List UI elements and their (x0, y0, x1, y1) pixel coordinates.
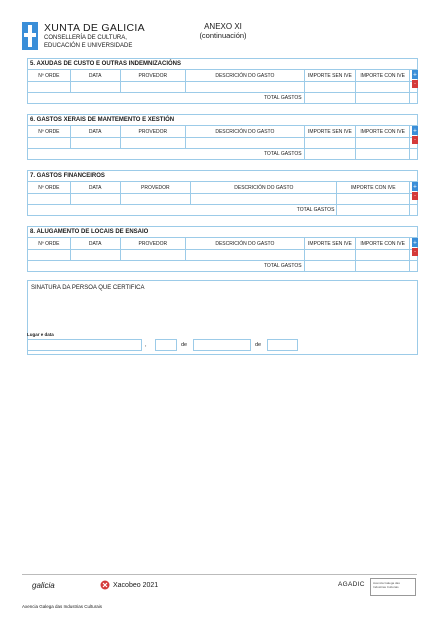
col-header-date: DATA (71, 182, 121, 193)
org-subtitle-line2: EDUCACIÓN E UNIVERSIDADE (44, 42, 133, 49)
xacobeo-text: Xacobeo 2021 (113, 581, 159, 589)
table-row (28, 137, 417, 148)
xacobeo-icon (100, 580, 110, 590)
table-row (28, 81, 417, 92)
section-8 (27, 226, 418, 272)
total-row (28, 92, 417, 103)
amount-vat-input[interactable] (356, 250, 410, 260)
col-header-description: DESCRICIÓN DO GASTO (186, 238, 304, 249)
de-separator-2: de (255, 342, 262, 348)
order-input[interactable] (28, 194, 71, 204)
add-row-button[interactable] (412, 126, 418, 135)
agadic-subtitle: Axencia Galega das Industrias Culturais (370, 578, 416, 596)
col-header-provider: PROVEDOR (121, 182, 192, 193)
amount-vat-input[interactable] (356, 138, 410, 148)
remove-row-button[interactable] (412, 80, 418, 88)
org-subtitle-line1: CONSELLERÍA DE CULTURA, (44, 35, 127, 41)
section-title: 6. GASTOS XERAIS DE MANTEMENTO E XESTIÓN (30, 117, 175, 123)
year-input[interactable] (267, 339, 298, 351)
section-6 (27, 114, 418, 160)
xacobeo-logo (100, 580, 158, 590)
col-header-provider: PROVEDOR (121, 70, 187, 81)
order-input[interactable] (28, 250, 71, 260)
minus-icon: - (414, 249, 416, 255)
table-row (28, 193, 417, 204)
amount-no-vat-input[interactable] (305, 82, 357, 92)
add-row-button[interactable] (412, 182, 418, 191)
section-7 (27, 170, 418, 216)
col-header-provider: PROVEDOR (121, 238, 187, 249)
total-label: TOTAL GASTOS (28, 205, 337, 215)
col-header-amount-no-vat: IMPORTE SEN IVE (305, 70, 357, 81)
col-header-amount-vat: IMPORTE CON IVE (356, 70, 410, 81)
amount-vat-input[interactable] (356, 82, 410, 92)
date-input[interactable] (71, 194, 121, 204)
plus-icon: + (412, 71, 418, 78)
total-label: TOTAL GASTOS (28, 149, 305, 159)
add-row-button[interactable] (412, 70, 418, 79)
col-header-description: DESCRICIÓN DO GASTO (186, 126, 304, 137)
provider-input[interactable] (121, 250, 187, 260)
col-header-date: DATA (71, 70, 121, 81)
col-header-order: Nº ORDE (28, 238, 71, 249)
remove-row-button[interactable] (412, 192, 418, 200)
date-input[interactable] (71, 82, 121, 92)
col-header-order: Nº ORDE (28, 126, 71, 137)
col-header-amount-no-vat: IMPORTE SEN IVE (305, 126, 357, 137)
col-header-order: Nº ORDE (28, 182, 71, 193)
provider-input[interactable] (121, 82, 187, 92)
minus-icon: - (414, 137, 416, 143)
signature-title: SINATURA DA PERSOA QUE CERTIFICA (31, 285, 145, 291)
table-header-row (28, 69, 417, 81)
org-subtitle (44, 35, 132, 50)
annex-heading (196, 22, 250, 40)
col-header-amount-vat: IMPORTE CON IVE (356, 126, 410, 137)
total-vat-field[interactable] (356, 93, 410, 103)
table-row (28, 249, 417, 260)
date-input[interactable] (71, 250, 121, 260)
comma-separator: , (145, 342, 147, 348)
place-input[interactable] (27, 339, 142, 351)
de-separator-1: de (181, 342, 188, 348)
total-row (28, 260, 417, 271)
col-header-amount-vat: IMPORTE CON IVE (356, 238, 410, 249)
row-controls (412, 70, 418, 88)
footer (22, 578, 417, 600)
place-date-label: Lugar e data (27, 332, 54, 337)
expense-table (28, 181, 417, 215)
col-header-date: DATA (71, 238, 121, 249)
annex-subtitle: (continuación) (199, 31, 247, 40)
total-vat-field[interactable] (356, 149, 410, 159)
table-header-row (28, 181, 417, 193)
row-controls (412, 238, 418, 256)
total-label: TOTAL GASTOS (28, 261, 305, 271)
total-no-vat-field[interactable] (305, 261, 357, 271)
place-date-area (27, 280, 418, 355)
plus-icon: + (412, 183, 418, 190)
section-5 (27, 58, 418, 104)
section-title: 5. AXUDAS DE CUSTO E OUTRAS INDEMNIZACIÓNS (30, 61, 182, 67)
expense-table (28, 237, 417, 271)
description-input[interactable] (186, 250, 304, 260)
amount-no-vat-input[interactable] (305, 138, 357, 148)
annex-title: ANEXO XI (204, 22, 242, 31)
plus-icon: + (412, 239, 418, 246)
total-vat-field[interactable] (356, 261, 410, 271)
section-title: 8. ALUGAMENTO DE LOCAIS DE ENSAIO (30, 229, 149, 235)
month-input[interactable] (193, 339, 251, 351)
total-no-vat-field[interactable] (305, 93, 357, 103)
section-title: 7. GASTOS FINANCEIROS (30, 173, 105, 179)
add-row-button[interactable] (412, 238, 418, 247)
col-header-date: DATA (71, 126, 121, 137)
remove-row-button[interactable] (412, 136, 418, 144)
expense-table (28, 125, 417, 159)
provider-input[interactable] (121, 138, 187, 148)
remove-row-button[interactable] (412, 248, 418, 256)
row-controls (412, 126, 418, 144)
minus-icon: - (414, 193, 416, 199)
col-header-order: Nº ORDE (28, 70, 71, 81)
row-controls (412, 182, 418, 200)
order-input[interactable] (28, 82, 71, 92)
date-input[interactable] (71, 138, 121, 148)
col-header-description: DESCRICIÓN DO GASTO (186, 70, 304, 81)
total-row (28, 204, 417, 215)
amount-vat-input[interactable] (337, 194, 410, 204)
col-header-amount-vat: IMPORTE CON IVE (337, 182, 410, 193)
footer-divider (22, 574, 417, 575)
table-header-row (28, 125, 417, 137)
provider-input[interactable] (121, 194, 192, 204)
description-input[interactable] (186, 82, 304, 92)
day-input[interactable] (155, 339, 177, 351)
xunta-logo-icon (22, 22, 38, 50)
org-name: XUNTA DE GALICIA (44, 22, 145, 34)
total-vat-field[interactable] (337, 205, 410, 215)
minus-icon: - (414, 81, 416, 87)
col-header-description: DESCRICIÓN DO GASTO (191, 182, 337, 193)
description-input[interactable] (186, 138, 304, 148)
agadic-logo: AGADIC (338, 581, 365, 588)
col-header-provider: PROVEDOR (121, 126, 187, 137)
agency-name: Axencia Galega das Industrias Culturais (22, 604, 103, 609)
amount-no-vat-input[interactable] (305, 250, 357, 260)
table-header-row (28, 237, 417, 249)
total-no-vat-field[interactable] (305, 149, 357, 159)
total-row (28, 148, 417, 159)
col-header-amount-no-vat: IMPORTE SEN IVE (305, 238, 357, 249)
description-input[interactable] (191, 194, 337, 204)
galicia-logo: galicia (32, 581, 55, 590)
plus-icon: + (412, 127, 418, 134)
total-label: TOTAL GASTOS (28, 93, 305, 103)
order-input[interactable] (28, 138, 71, 148)
expense-table (28, 69, 417, 103)
